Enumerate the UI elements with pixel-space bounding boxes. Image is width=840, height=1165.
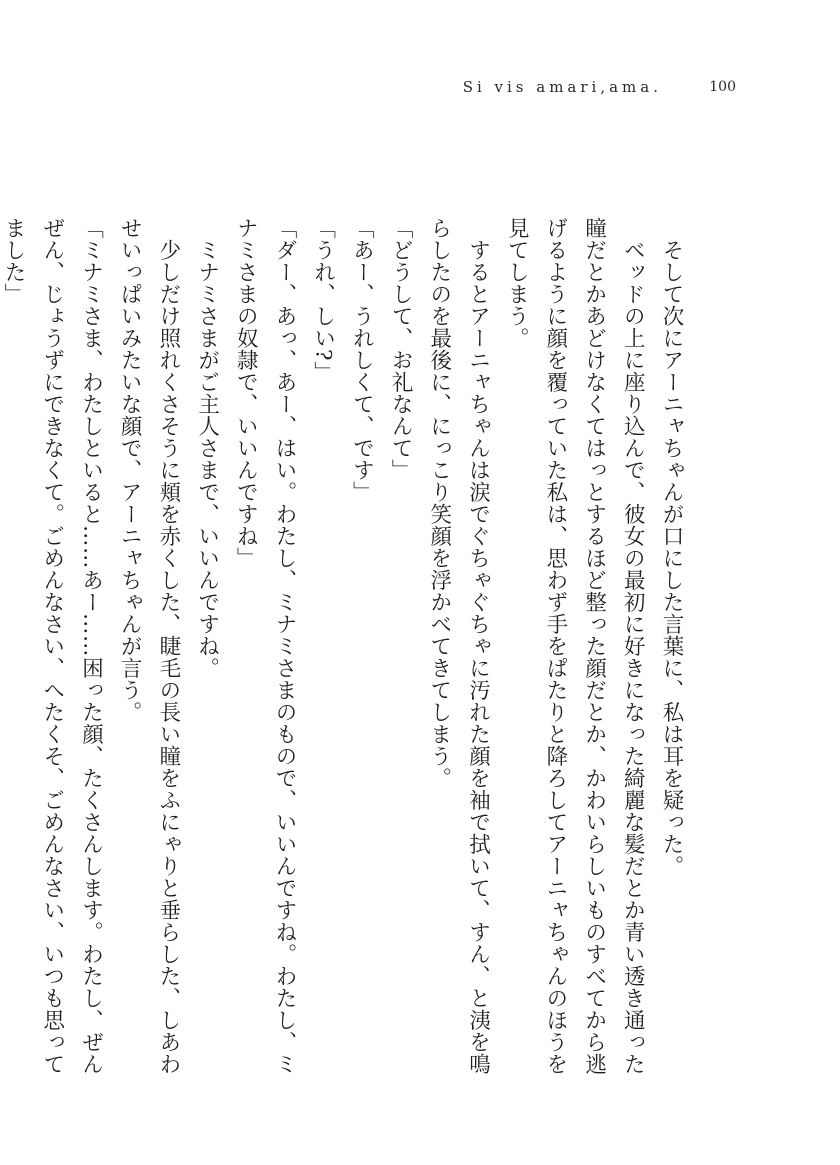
paragraph-5: 少しだけ照れくさそうに頬を赤くした、睫毛の長い瞳をふにゃりと垂らした、しあわせいっぱいみたいな顔で、アーニャちゃんが言う。 [117,217,181,1075]
paragraph-1: そして次にアーニャちゃんが口にした言葉に、私は耳を疑った。 [659,238,684,877]
vertical-body-text [1,217,690,1077]
page-number: 100 [709,79,736,95]
running-title: Si vis amari,ama. [462,78,662,96]
dialogue-line-3: 「うれ、しい?」 [310,217,336,384]
paragraph-2: ベッドの上に座り込んで、彼女の最初に好きになった綺麗な髪だとか青い透き通った瞳だとかあどけなくてはっとするほど整った顔だとか、かわいらしいものすべてから逃げるように顔を覆っていた私は、思わず手をぱたりと降ろしてアーニャちゃんのほうを見てしまう。 [504,217,646,1075]
dialogue-line-5: 「ミナミさま、わたしといると……あー……困った顔、たくさんします。わたし、ぜんぜん、じょうずにできなくて。ごめんなさい、へたくそ、ごめんなさい、いつも思ってました」 [1,217,104,1075]
dialogue-line-4: 「ダー、あっ、あー、はい。わたし、ミナミさまのもので、いいんですね。わたし、ミナミさまの奴隷で、いいんですね」 [233,217,297,1075]
paragraph-4: ミナミさまがご主人さまで、いいんですね。 [194,238,220,679]
page-header [0,78,840,102]
paragraph-3: するとアーニャちゃんは涙でぐちゃぐちゃに汚れた顔を袖で拭いて、すん、と洟を鳴らしたのを最後に、にっこり笑顔を浮かべてきてしまう。 [426,217,491,1075]
dialogue-line-1: 「どうして、お礼なんて」 [388,217,414,481]
dialogue-line-2: 「あー、うれしくて、です」 [349,217,375,503]
